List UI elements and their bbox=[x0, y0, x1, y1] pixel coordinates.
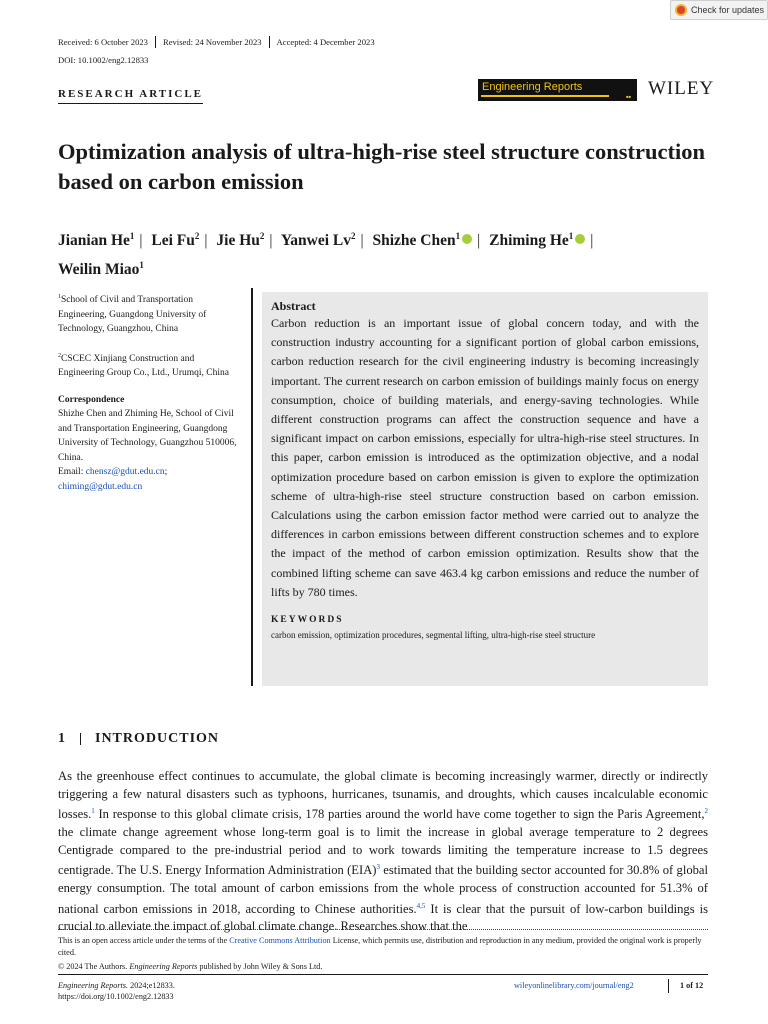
doi: DOI: 10.1002/eng2.12833 bbox=[58, 55, 149, 65]
column-divider bbox=[251, 288, 253, 686]
correspondence-emails bbox=[58, 465, 238, 494]
license-text: License, which permits use, distribution and reproduction in any medium, provided the original work is properly cited. bbox=[58, 936, 702, 957]
author-separator: | bbox=[269, 232, 273, 250]
journal-logo-text: Engineering Reports bbox=[482, 81, 583, 93]
citation-link[interactable]: 2 bbox=[704, 807, 708, 816]
orcid-icon[interactable] bbox=[575, 234, 585, 244]
citation-link[interactable]: 4,5 bbox=[416, 901, 426, 910]
author-affiliation: 2 bbox=[259, 231, 265, 241]
abstract-text: Carbon reduction is an important issue of global concern today, and with the construction industry accounting for a significant portion of global carbon emissions, carbon reduction research for the civil engineering industry is becoming increasingly important. The current research on carbon emission of buildings mainly focus on energy consumption, choice of building materials, and energy-saving technologies. While different construction programs can affect the construction sequence and have a significant impact on carbon emissions, especially for ultra-high-rise steel structures. In this paper, carbon emission is introduced as the optimization objective, and a nodal optimization procedure based on carbon emission is given to explore the optimization scheme of ultra-high-rise steel structure construction based on carbon emission. Calculations using the carbon emission factor method were carried out to analyze the differences in carbon emissions between different construction schemes and to explore the impact of the method of carbon emission optimization. Results show that the combined lifting scheme can save 463.4 kg carbon emissions and reduce the number of lifts by 780 times. bbox=[271, 316, 699, 599]
author-affiliation: 1 bbox=[139, 260, 144, 271]
footer-divider bbox=[58, 974, 708, 975]
citation-link[interactable]: 3 bbox=[376, 863, 380, 872]
journal-logo-mark: ■■ bbox=[626, 94, 631, 99]
check-updates-label: Check for updates bbox=[691, 5, 765, 15]
author-name[interactable]: Jianian He bbox=[58, 232, 130, 250]
affiliation-text: CSCEC Xinjiang Construction and Engineering Group Co., Ltd., Urumqi, China bbox=[58, 353, 229, 379]
affiliations-sidebar bbox=[58, 290, 238, 494]
check-updates-button[interactable] bbox=[670, 0, 768, 20]
keywords-text: carbon emission, optimization procedures, segmental lifting, ultra-high-rise steel structure bbox=[271, 630, 596, 641]
section-number: 1 bbox=[58, 731, 66, 746]
author-name[interactable]: Shizhe Chen bbox=[372, 232, 456, 250]
accepted-date: Accepted: 4 December 2023 bbox=[276, 37, 375, 47]
author-name[interactable]: Zhiming He bbox=[489, 232, 569, 250]
section-heading bbox=[58, 731, 219, 747]
copyright-text: published by John Wiley & Sons Ltd. bbox=[197, 962, 323, 971]
footer-site-link[interactable]: wileyonlinelibrary.com/journal/eng2 bbox=[514, 981, 634, 990]
footer-citation bbox=[58, 980, 175, 1002]
copyright bbox=[58, 962, 322, 971]
author-affiliation: 2 bbox=[194, 231, 200, 241]
affiliation-text: School of Civil and Transportation Engineering, Guangdong University of Technology, Guangzhou, China bbox=[58, 295, 207, 335]
author-affiliation: 1 bbox=[129, 231, 135, 241]
author-name[interactable]: Jie Hu bbox=[216, 232, 260, 250]
copyright-journal: Engineering Reports bbox=[129, 962, 198, 971]
email-label: Email: bbox=[58, 467, 84, 478]
author-affiliation: 2 bbox=[351, 231, 356, 241]
orcid-icon[interactable] bbox=[462, 234, 472, 244]
email-separator: ; bbox=[164, 467, 168, 478]
license-footnote bbox=[58, 935, 708, 959]
received-date: Received: 6 October 2023 bbox=[58, 36, 156, 48]
intro-text: In response to this global climate crisis, 178 parties around the world have come together to sign the Paris Agreement, bbox=[94, 807, 705, 822]
license-text: This is an open access article under the terms of the bbox=[58, 936, 230, 945]
page-number: 1 of 12 bbox=[680, 981, 704, 990]
intro-text: It is clear that the pursuit of low-carbon buildings is crucial to alleviate the impact of global climate change. Researches show that the bbox=[58, 901, 708, 934]
author-affiliation: 1 bbox=[455, 231, 461, 241]
author-affiliation: 1 bbox=[568, 231, 574, 241]
copyright-text: © 2024 The Authors. bbox=[58, 962, 130, 971]
author-list bbox=[58, 224, 718, 282]
correspondence bbox=[58, 393, 238, 495]
author-separator: | bbox=[590, 232, 594, 250]
section-divider bbox=[80, 733, 81, 745]
abstract-heading: Abstract bbox=[271, 299, 316, 313]
license-link[interactable]: Creative Commons Attribution bbox=[229, 936, 331, 945]
author-name[interactable]: Yanwei Lv bbox=[280, 232, 352, 250]
paper-title: Optimization analysis of ultra-high-rise steel structure construction based on carbon emission bbox=[58, 139, 706, 194]
affiliation bbox=[58, 290, 238, 337]
footer-doi-link[interactable]: https://doi.org/10.1002/eng2.12833 bbox=[58, 992, 174, 1001]
article-dates bbox=[58, 36, 382, 48]
intro-text: the climate change agreement whose long-term goal is to limit the increase in global average temperature to 2 degrees Centigrade compared to the pre-industrial period and to work towards limiting the temperature increase to 1.5 degrees centigrade. The U.S. Energy Information Administration (EIA) bbox=[58, 824, 708, 878]
section-title: INTRODUCTION bbox=[95, 731, 220, 746]
author-separator: | bbox=[139, 232, 143, 250]
affiliation-number: 2 bbox=[58, 352, 61, 359]
abstract-box bbox=[262, 292, 708, 686]
email-link-1[interactable]: chensz@gdut.edu.cn bbox=[85, 467, 165, 478]
correspondence-heading: Correspondence bbox=[58, 394, 125, 405]
author-name[interactable]: Weilin Miao bbox=[58, 261, 140, 279]
author-separator: | bbox=[477, 232, 481, 250]
footer-separator bbox=[668, 979, 669, 993]
keywords-heading: KEYWORDS bbox=[271, 615, 344, 626]
citation-link[interactable]: 1 bbox=[91, 807, 95, 816]
article-type: RESEARCH ARTICLE bbox=[58, 88, 203, 104]
affiliation bbox=[58, 349, 238, 381]
intro-text: As the greenhouse effect continues to accumulate, the global climate is becoming increasingly warmer, directly or indirectly triggering a few natural disasters such as typhoons, hurricanes, tsunamis, and droughts, which causes incalculable economic losses. bbox=[58, 769, 708, 822]
author-separator: | bbox=[204, 232, 208, 250]
introduction-paragraph bbox=[58, 768, 708, 936]
intro-text: estimated that the building sector accounted for 30.8% of global energy consumption. The total amount of carbon emissions from the whole process of construction accounted for 51.3% of national carbon emissions in 2018, according to Chinese authorities. bbox=[58, 863, 708, 916]
crossmark-icon bbox=[675, 4, 687, 16]
author-separator: | bbox=[360, 232, 364, 250]
author-name[interactable]: Lei Fu bbox=[151, 232, 195, 250]
email-link-2[interactable]: chiming@gdut.edu.cn bbox=[58, 481, 143, 492]
footer-journal: Engineering Reports. bbox=[58, 981, 129, 990]
correspondence-text: Shizhe Chen and Zhiming He, School of Civil and Transportation Engineering, Guangdong University of Technology, Guangzhou 510006, China. bbox=[58, 409, 237, 463]
footnote-divider bbox=[58, 929, 708, 930]
affiliation-number: 1 bbox=[58, 294, 61, 300]
publisher-logo[interactable]: WILEY bbox=[648, 78, 715, 99]
journal-logo-underline bbox=[481, 95, 609, 97]
footer-citation-text: 2024;e12833. bbox=[128, 981, 175, 990]
journal-logo[interactable] bbox=[478, 79, 637, 101]
revised-date: Revised: 24 November 2023 bbox=[156, 36, 270, 48]
